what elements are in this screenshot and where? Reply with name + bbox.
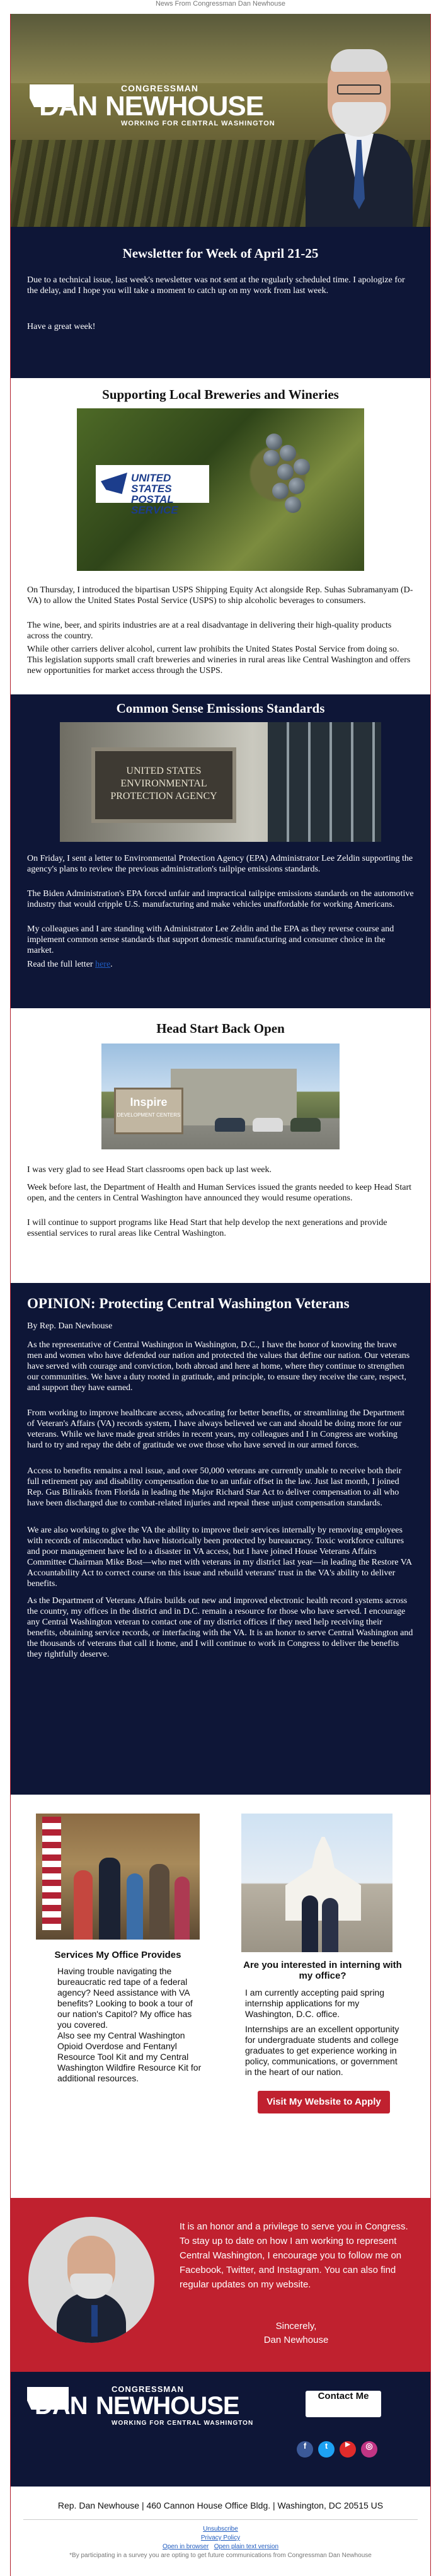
usps-logo-text (131, 473, 209, 515)
opinion-paragraph-2: From working to improve healthcare access, advocating for better benefits, or streamlining the Department of Veteran's Affairs (VA) records system, I have always believed we can and should be doing more for our veterans. While we have made great strides in recent years, my colleagues and I in Congress are working hard to try and repay the debt of gratitude we owe those who have served in our armed forces. (27, 1408, 405, 1450)
services-paragraph-1: Having trouble navigating the bureaucratic red tape of a federal agency? Need assistance with VA benefits? Looking to book a tour of our nation's Capitol? My office has you covered. (57, 1966, 193, 2030)
breweries-title: Supporting Local Breweries and Wineries (102, 387, 339, 402)
footer-congressman: CONGRESSMAN (112, 2384, 185, 2394)
grape-shape (280, 445, 296, 461)
opinion-byline: By Rep. Dan Newhouse (27, 1321, 113, 1331)
inspire-sign (114, 1088, 183, 1134)
breweries-paragraph-3: While other carriers deliver alcohol, current law prohibits the United States Postal Service from doing so. This legislation supports small craft breweries and wineries in rural areas like Central Washington and offers new opportunities for market access through the USPS. (27, 645, 411, 676)
facebook-icon[interactable]: f (297, 2441, 313, 2458)
headstart-paragraph-2: Week before last, the Department of Health and Human Services issued the grants needed to keep Head Start open, and the centers in Central Washington have announced they would resume operations. (27, 1183, 411, 1203)
intro-section (11, 227, 430, 378)
opinion-paragraph-3: Access to benefits remains a real issue, and over 50,000 veterans are currently unable to receive both their full retirement pay and disability compensation due to an unfair offset in the law. Just last month, I joined Rep. Gus Bilirakis from Florida in leading the Major Richard Star Act to deliver compensation to all who have been discharged due to combat-related injuries and repeal these unjust compensation standards. (27, 1466, 402, 1508)
emissions-paragraph-3: My colleagues and I are standing with Administrator Lee Zeldin and the EPA as they reverse course and implement common sense standards that support domestic manufacturing and consumer choice in the market. (27, 924, 394, 955)
intro-paragraph-2: Have a great week! (27, 322, 96, 331)
footer-divider (23, 2519, 418, 2520)
open-in-browser-link[interactable]: Open in browser (163, 2543, 209, 2550)
view-links-row (11, 2543, 430, 2550)
survey-disclaimer: *By participating in a survey you are opting to get future communications from Congressman Dan Newhouse (69, 2552, 372, 2559)
usps-logo (96, 465, 209, 516)
person-figure (149, 1864, 169, 1940)
internship-apply-button[interactable]: Visit My Website to Apply (258, 2091, 390, 2113)
instagram-icon[interactable]: ◎ (361, 2441, 377, 2458)
read-suffix: . (110, 960, 113, 969)
twitter-icon[interactable]: t (318, 2441, 335, 2458)
tie-shape (91, 2305, 98, 2337)
epa-sign-line-1: UNITED STATES (126, 766, 202, 776)
breweries-section (11, 378, 430, 694)
preheader-text: News From Congressman Dan Newhouse (155, 0, 286, 8)
privacy-row (11, 2534, 430, 2541)
closing-portrait (28, 2217, 154, 2343)
footer-last-name: NEWHOUSE (96, 2392, 239, 2420)
opinion-paragraph-1: As the representative of Central Washington in Washington, D.C., I have the honor of knowing the brave men and women who have defended our nation and protected the values that define our nation. Our veterans have served with courage and conviction, both abroad and here at home, where they continue to strengthen our communities. We have a duty rooted in gratitude, and principle, to ensure they receive the care, respect, and support they have earned. (27, 1340, 410, 1393)
breweries-paragraph-1: On Thursday, I introduced the bipartisan USPS Shipping Equity Act alongside Rep. Suhas Subramanyam (D-VA) to allow the United States Postal Service (USPS) to ship alcoholic beverages to consumers. (27, 585, 413, 606)
epa-sign-text (95, 765, 232, 803)
american-flag-icon (42, 1817, 61, 1930)
opinion-paragraph-4: We are also working to give the VA the ability to improve their services internally by removing employees with records of misconduct who have historically been protected by bureaucracy. Toxic workforce cultures and poor management have led to a disaster in VA access, but I have joined House Veterans Affairs Committee Chairman Mike Bost—who met with veterans in my district last year—in leading the Restore VA Accountability Act to correct course on this issue and rebuild veterans' trust in the VA's ability to deliver benefits. (27, 1526, 412, 1589)
closing-signature: Dan Newhouse (263, 2335, 329, 2345)
opinion-paragraph-5: As the Department of Veterans Affairs builds out new and improved electronic health record systems across the country, my offices in the district and in D.C. remain a resource for those who have served. I encourage any Central Washington veteran to contact one of my district offices if they need help receiving their benefits, obtaining service records, or interfacing with the VA. It is an honor to serve Central Washington and the thousands of veterans that call it home, and I will continue to work in Congress to deliver the benefits they rightfully deserve. (27, 1596, 413, 1659)
read-prefix: Read the full letter (27, 960, 96, 969)
car-shape (253, 1118, 283, 1132)
person-figure (175, 1877, 190, 1940)
header-last-name: NEWHOUSE (105, 91, 264, 122)
internship-paragraph-2: Internships are an excellent opportunity for undergraduate students and college graduates to get experience working in policy, communications, or government in the heart of our nation. (245, 2024, 399, 2077)
person-figure (127, 1873, 143, 1940)
privacy-policy-link[interactable]: Privacy Policy (200, 2534, 241, 2541)
header-first-name: DAN (39, 91, 98, 122)
footer-banner (11, 2372, 430, 2487)
header-congressman: CONGRESSMAN (121, 83, 199, 93)
newsletter-frame (10, 14, 431, 2576)
glasses-icon (337, 84, 381, 95)
grape-shape (294, 459, 310, 475)
closing-paragraph: It is an honor and a privilege to serve you in Congress. To stay up to date on how I am working to represent Central Washington, I encourage you to follow me on Facebook, Twitter, and Instagram. You can also find regular updates on my website. (180, 2221, 408, 2290)
building-windows (268, 722, 381, 842)
grape-shape (272, 483, 289, 499)
person-figure (322, 1898, 338, 1952)
services-paragraph-2: Also see my Central Washington Opioid Overdose and Fentanyl Resource Tool Kit and my Central Washington Wildfire Resource Kit for additional resources. (57, 2030, 202, 2083)
grapes-usps-image (77, 408, 364, 571)
header-banner (11, 14, 430, 227)
emissions-read-more (27, 959, 414, 970)
opinion-section (11, 1283, 430, 1795)
capitol-photo (241, 1814, 392, 1952)
emissions-section (11, 694, 430, 1008)
grape-shape (263, 450, 280, 466)
person-figure (99, 1858, 120, 1940)
closing-sincerely: Sincerely, (275, 2321, 317, 2332)
car-shape (215, 1118, 245, 1132)
header-tagline: WORKING FOR CENTRAL WASHINGTON (121, 120, 275, 127)
services-title: Services My Office Provides (54, 1950, 181, 1960)
intro-title: Newsletter for Week of April 21-25 (122, 246, 319, 261)
internship-paragraph-1: I am currently accepting paid spring internship applications for my Washington, D.C. office. (245, 1987, 384, 2019)
grape-shape (285, 497, 301, 513)
headstart-title: Head Start Back Open (156, 1021, 285, 1036)
letter-link[interactable]: here (95, 960, 111, 969)
congressman-portrait (306, 26, 413, 227)
usps-eagle-icon (101, 473, 127, 494)
breweries-paragraph-2: The wine, beer, and spirits industries are at a real disadvantage in delivering their high-quality products across the country. (27, 621, 392, 641)
car-shape (290, 1118, 321, 1132)
plain-text-link[interactable]: Open plain text version (214, 2543, 278, 2550)
grape-shape (266, 434, 282, 450)
link-gap (209, 2543, 214, 2550)
person-figure (302, 1895, 318, 1952)
hair-shape (331, 49, 387, 72)
grape-shape (289, 478, 305, 494)
emissions-title: Common Sense Emissions Standards (116, 701, 325, 716)
services-internship-section (11, 1795, 430, 2198)
footer-address: Rep. Dan Newhouse | 460 Cannon House Office Bldg. | Washington, DC 20515 US (57, 2500, 384, 2510)
constituents-photo (36, 1814, 200, 1940)
closing-section (11, 2198, 430, 2372)
headstart-building-image (101, 1044, 340, 1149)
person-figure (74, 1870, 93, 1940)
usps-line-2: POSTAL SERVICE (131, 493, 178, 516)
emissions-paragraph-2: The Biden Administration's EPA forced unfair and impractical tailpipe emissions standards on the automotive industry that would cripple U.S. manufacturing and make vehicles unaffordable for working Americans. (27, 889, 414, 909)
internship-title: Are you interested in interning with my office? (243, 1960, 402, 1981)
epa-sign (91, 747, 236, 823)
grape-shape (277, 464, 294, 480)
youtube-icon[interactable]: ▶ (340, 2441, 356, 2458)
epa-sign-image (60, 722, 381, 842)
unsubscribe-link[interactable]: Unsubscribe (203, 2526, 238, 2533)
intro-paragraph-1: Due to a technical issue, last week's newsletter was not sent at the regularly scheduled time. I apologize for the delay, and I hope you will take a moment to catch up on my work from last week. (27, 275, 405, 296)
unsubscribe-row (11, 2526, 430, 2533)
usps-line-1: UNITED STATES (131, 472, 172, 495)
footer-first-name: DAN (35, 2392, 88, 2420)
epa-sign-line-3: PROTECTION AGENCY (110, 791, 217, 802)
inspire-sign-text: Inspire (130, 1096, 168, 1108)
headstart-section (11, 1008, 430, 1283)
headstart-paragraph-1: I was very glad to see Head Start classrooms open back up last week. (27, 1165, 272, 1175)
emissions-paragraph-1: On Friday, I sent a letter to Environmental Protection Agency (EPA) Administrator Lee Zeldin supporting the agency's plans to review the previous administration's tailpipe emissions standards. (27, 854, 413, 874)
beard-shape (332, 102, 386, 137)
footer-tagline: WORKING FOR CENTRAL WASHINGTON (112, 2420, 254, 2427)
opinion-title: OPINION: Protecting Central Washington Veterans (27, 1296, 350, 1311)
inspire-sign-subtext: DEVELOPMENT CENTERS (117, 1112, 181, 1118)
headstart-paragraph-3: I will continue to support programs like Head Start that help develop the next generations and provide essential services to rural areas like Central Washington. (27, 1218, 387, 1238)
contact-me-button[interactable]: Contact Me (306, 2391, 381, 2417)
headstart-building (171, 1069, 297, 1125)
epa-sign-line-2: ENVIRONMENTAL (120, 778, 207, 789)
